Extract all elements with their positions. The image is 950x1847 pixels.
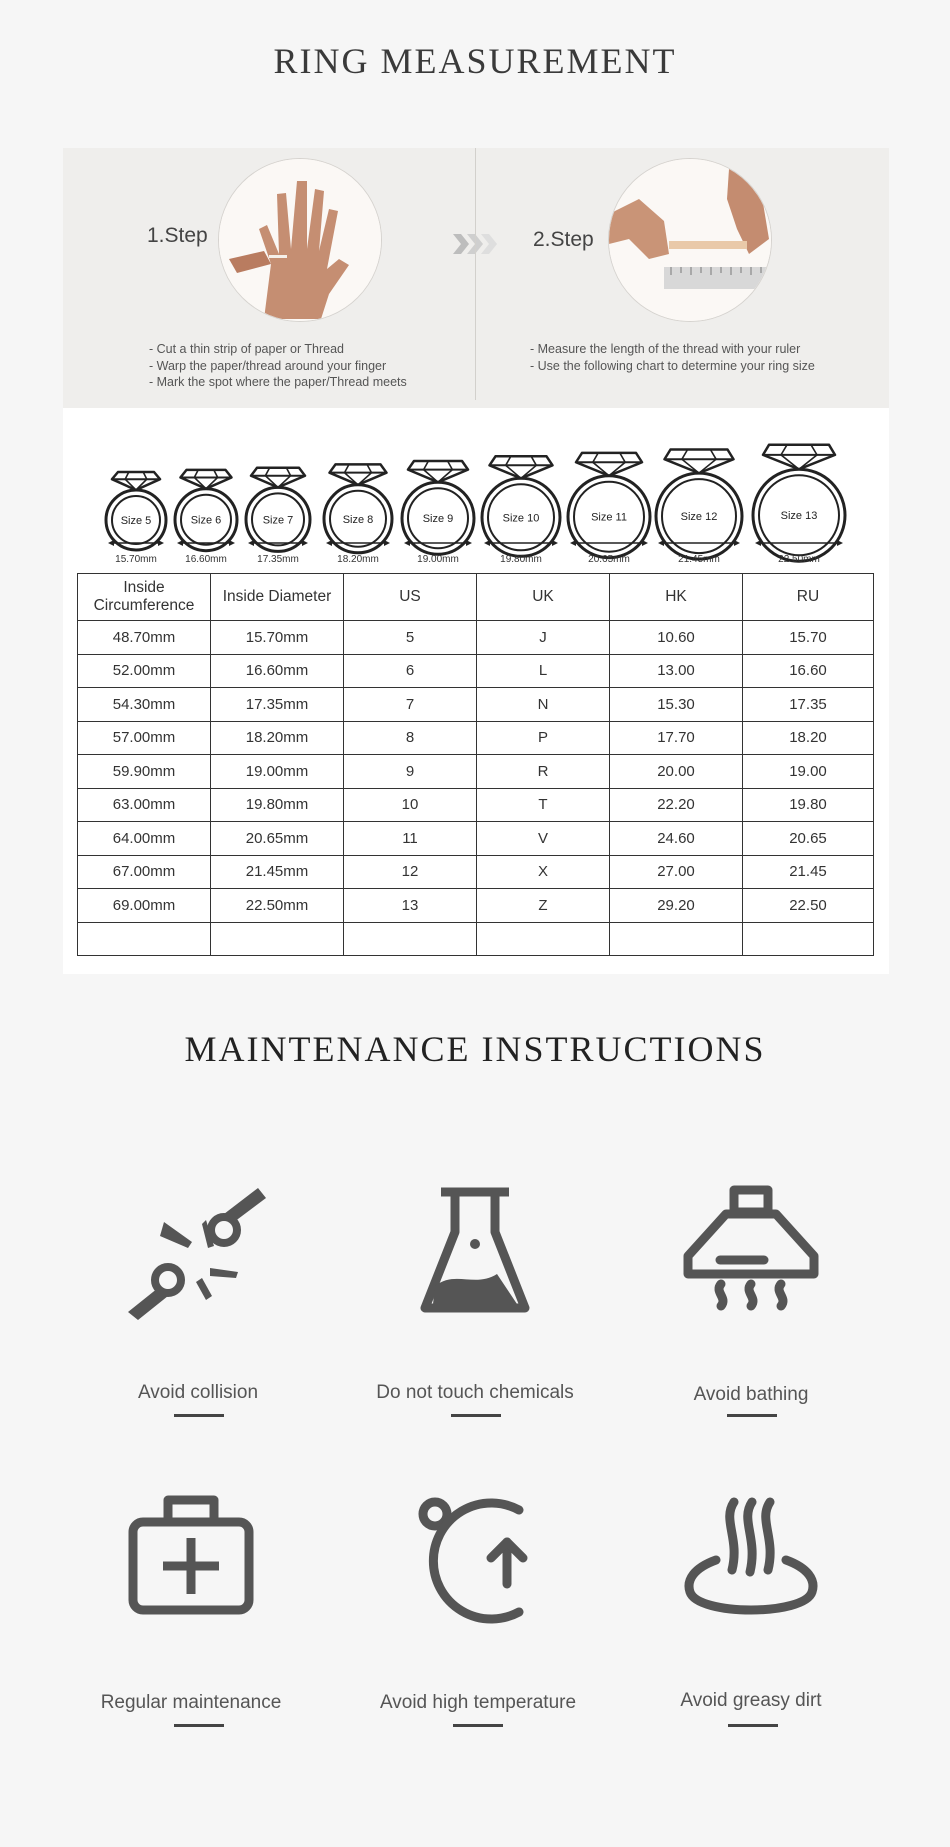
table-cell: V [477, 822, 610, 856]
arrow-head [755, 540, 761, 546]
table-cell: 29.20 [610, 889, 743, 923]
arrow-head [734, 540, 740, 546]
arrow-head [108, 540, 114, 546]
measurement-steps-panel [63, 148, 889, 408]
table-header-cell: HK [610, 574, 743, 621]
table-cell: 5 [344, 621, 477, 655]
ring-size-label: Size 13 [780, 510, 818, 523]
table-cell: 19.80mm [211, 788, 344, 822]
ring-diameter-label: 19.00mm [417, 554, 459, 565]
table-cell: 54.30mm [78, 688, 211, 722]
chevrons-right-icon [453, 232, 499, 256]
step1-notes [149, 341, 407, 391]
maintenance-label: Regular maintenance [100, 1692, 282, 1713]
table-cell: 19.00 [743, 755, 874, 789]
diamond-icon [763, 445, 835, 469]
table-cell: 19.80 [743, 788, 874, 822]
shower-icon [676, 1170, 826, 1320]
table-cell: R [477, 755, 610, 789]
table-cell: 21.45mm [211, 855, 344, 889]
table-cell: 67.00mm [78, 855, 211, 889]
steps-divider [475, 148, 476, 400]
table-cell: 20.65 [743, 822, 874, 856]
table-row [78, 922, 874, 956]
table-row [78, 788, 874, 822]
table-cell: 13.00 [610, 654, 743, 688]
hot-pot-icon [676, 1480, 826, 1630]
ring-size-illustrations [63, 408, 889, 568]
table-cell: 16.60 [743, 654, 874, 688]
table-cell: 20.65mm [211, 822, 344, 856]
table-cell [610, 922, 743, 956]
ring-diameter-label: 16.60mm [185, 554, 227, 565]
arrow-head [466, 540, 472, 546]
table-cell: 17.70 [610, 721, 743, 755]
ring-diameter-label: 18.20mm [337, 554, 379, 565]
maintenance-label: Avoid collision [137, 1382, 259, 1403]
ring-diameter-label: 22.50mm [778, 554, 820, 565]
table-cell: 11 [344, 822, 477, 856]
table-cell: 22.50mm [211, 889, 344, 923]
table-cell: 8 [344, 721, 477, 755]
table-row [78, 621, 874, 655]
chemical-flask-icon [405, 1170, 545, 1320]
label-underline [174, 1724, 224, 1727]
table-cell: 48.70mm [78, 621, 211, 655]
ring-diameter-label: 15.70mm [115, 554, 157, 565]
table-row [78, 688, 874, 722]
table-cell: 24.60 [610, 822, 743, 856]
arrow-head [837, 540, 843, 546]
diamond-icon [576, 453, 642, 476]
table-cell: 18.20 [743, 721, 874, 755]
step2-notes [530, 341, 815, 374]
table-cell: 63.00mm [78, 788, 211, 822]
arrow-head [404, 540, 410, 546]
ring-size-label: Size 10 [502, 512, 540, 525]
arrow-head [326, 540, 332, 546]
table-cell: 22.20 [610, 788, 743, 822]
table-cell: 22.50 [743, 889, 874, 923]
table-cell: 21.45 [743, 855, 874, 889]
arrow-head [229, 540, 235, 546]
maintenance-label: Avoid bathing [693, 1384, 809, 1405]
table-cell: 10.60 [610, 621, 743, 655]
table-row [78, 889, 874, 923]
label-underline [174, 1414, 224, 1417]
ring-diameter-label: 19.80mm [500, 554, 542, 565]
ring-size-label: Size 12 [680, 511, 718, 524]
table-row [78, 855, 874, 889]
arrow-head [658, 540, 664, 546]
table-cell [477, 922, 610, 956]
table-cell: T [477, 788, 610, 822]
table-cell: 64.00mm [78, 822, 211, 856]
table-header-cell: Inside Diameter [211, 574, 344, 621]
ring-size-label: Size 6 [190, 514, 222, 527]
arrow-head [552, 540, 558, 546]
ruler-measure-photo [608, 158, 772, 322]
table-row [78, 822, 874, 856]
table-row [78, 755, 874, 789]
table-cell: 57.00mm [78, 721, 211, 755]
step1-label: 1.Step [147, 224, 208, 247]
arrow-head [384, 540, 390, 546]
temperature-icon [403, 1480, 553, 1630]
table-cell: 59.90mm [78, 755, 211, 789]
ring-size-label: Size 7 [262, 514, 294, 527]
step1-note: - Cut a thin strip of paper or Thread [149, 342, 345, 356]
table-cell [78, 922, 211, 956]
ring-diameter-label: 21.45mm [678, 554, 720, 565]
maintenance-label: Avoid greasy dirt [680, 1690, 822, 1711]
arrow-head [302, 540, 308, 546]
table-cell: 19.00mm [211, 755, 344, 789]
arrow-head [570, 540, 576, 546]
table-cell: L [477, 654, 610, 688]
step2-note: - Use the following chart to determine your ring size [530, 358, 815, 373]
maintenance-label: Do not touch chemicals [376, 1382, 574, 1403]
label-underline [727, 1414, 777, 1417]
table-cell: 17.35 [743, 688, 874, 722]
ring-size-label: Size 11 [591, 511, 627, 524]
ring-diameter-label: 20.65mm [588, 554, 630, 565]
diamond-icon [181, 470, 232, 489]
table-cell: 10 [344, 788, 477, 822]
table-cell: 13 [344, 889, 477, 923]
table-cell [211, 922, 344, 956]
table-cell: 52.00mm [78, 654, 211, 688]
table-cell: J [477, 621, 610, 655]
table-header-cell: US [344, 574, 477, 621]
table-cell: 6 [344, 654, 477, 688]
table-cell: 18.20mm [211, 721, 344, 755]
step1-note: - Warp the paper/thread around your finger [149, 358, 387, 373]
table-cell [743, 922, 874, 956]
table-cell: 27.00 [610, 855, 743, 889]
arrow-head [484, 540, 490, 546]
maintenance-title: MAINTENANCE INSTRUCTIONS [184, 1029, 766, 1069]
diamond-icon [665, 450, 734, 474]
arrow-head [158, 540, 164, 546]
table-header-row [78, 574, 874, 621]
table-cell: 7 [344, 688, 477, 722]
diamond-icon [330, 464, 387, 484]
arrow-head [177, 540, 183, 546]
label-underline [451, 1414, 501, 1417]
table-cell: 69.00mm [78, 889, 211, 923]
step2-label: 2.Step [533, 228, 594, 251]
table-cell: Z [477, 889, 610, 923]
table-cell: 16.60mm [211, 654, 344, 688]
table-cell: 15.30 [610, 688, 743, 722]
hand-wrap-photo [218, 158, 382, 322]
table-cell: 15.70 [743, 621, 874, 655]
table-header-cell: UK [477, 574, 610, 621]
collision-icon [118, 1170, 278, 1320]
maintenance-label: Avoid high temperature [379, 1692, 577, 1713]
step2-note: - Measure the length of the thread with your ruler [530, 342, 801, 356]
table-header-cell: Inside Circumference [78, 574, 211, 621]
table-cell: P [477, 721, 610, 755]
ring-size-label: Size 5 [120, 515, 152, 527]
table-row [78, 654, 874, 688]
page-title: RING MEASUREMENT [273, 41, 677, 81]
first-aid-kit-icon [116, 1480, 266, 1630]
table-cell: 15.70mm [211, 621, 344, 655]
diamond-icon [112, 472, 160, 490]
table-cell: N [477, 688, 610, 722]
arrow-head [642, 540, 648, 546]
ring-size-table [77, 573, 874, 956]
step1-note: - Mark the spot where the paper/Thread meets [149, 375, 407, 389]
table-row [78, 721, 874, 755]
label-underline [728, 1724, 778, 1727]
diamond-icon [490, 456, 553, 478]
table-header-cell: RU [743, 574, 874, 621]
table-cell: X [477, 855, 610, 889]
table-cell: 17.35mm [211, 688, 344, 722]
table-cell: 20.00 [610, 755, 743, 789]
ring-size-label: Size 8 [342, 513, 374, 526]
table-cell: 12 [344, 855, 477, 889]
ring-size-label: Size 9 [422, 513, 454, 526]
label-underline [453, 1724, 503, 1727]
arrow-head [248, 540, 254, 546]
table-cell: 9 [344, 755, 477, 789]
ring-diameter-label: 17.35mm [257, 554, 299, 565]
diamond-icon [251, 468, 305, 488]
diamond-icon [408, 461, 468, 482]
table-cell [344, 922, 477, 956]
ring-size-chart [63, 408, 889, 974]
